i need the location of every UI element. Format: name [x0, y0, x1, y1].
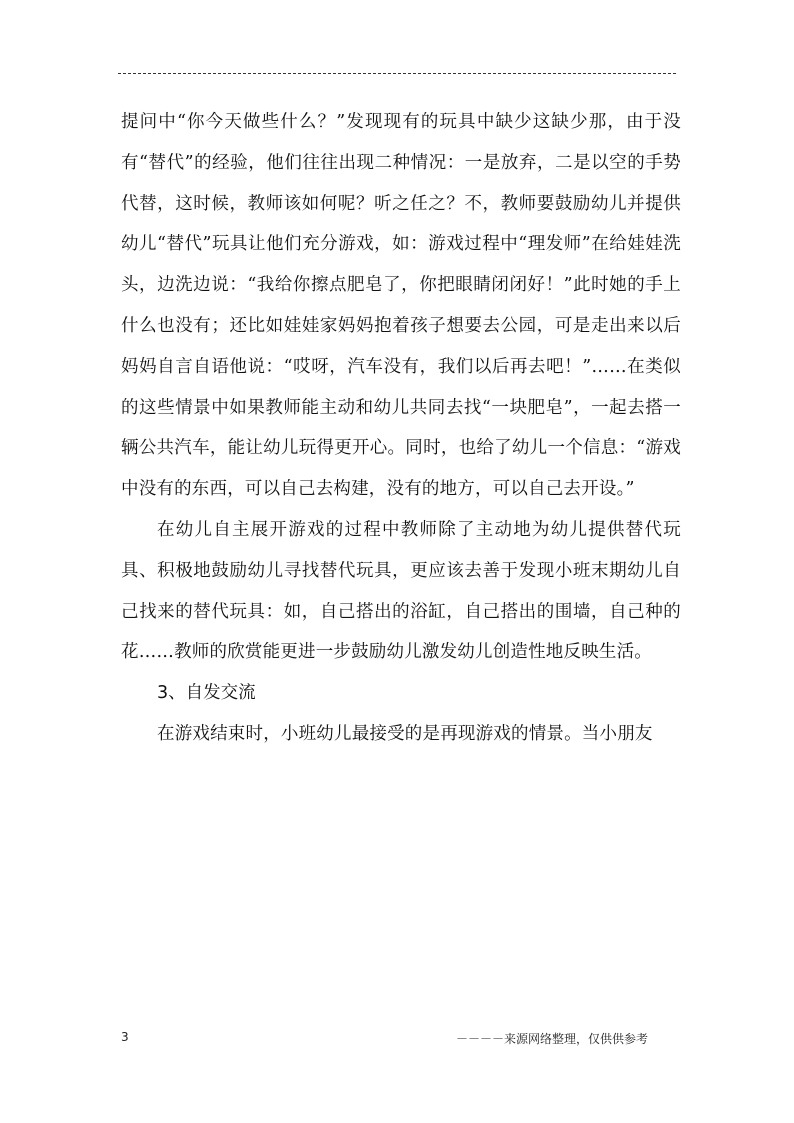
section-heading: 3、自发交流	[157, 683, 256, 704]
paragraph-3: 在游戏结束时，小班幼儿最接受的是再现游戏的情景。当小朋友	[157, 723, 653, 744]
document-body	[121, 102, 681, 755]
header-dashed-rule	[118, 73, 676, 74]
paragraph-1: 提问中“你今天做些什么？”发现现有的玩具中缺少这缺少那，由于没有“替代”的经验，他们往往出现二种情况：一是放弃，二是以空的手势代替，这时候，教师该如何呢？听之任之？不，教师要鼓励幼儿并提供幼儿“替代”玩具让他们充分游戏，如：游戏过程中“理发师”在给娃娃洗头，边洗边说：“我给你擦点肥皂了，你把眼睛闭闭好！”此时她的手上什么也没有；还比如娃娃家妈妈抱着孩子想要去公园，可是走出来以后妈妈自言自语他说：“哎呀，汽车没有，我们以后再去吧！”……在类似的这些情景中如果教师能主动和幼儿共同去找“一块肥皂”，一起去搭一辆公共汽车，能让幼儿玩得更开心。同时，也给了幼儿一个信息：“游戏中没有的东西，可以自己去构建，没有的地方，可以自己去开设。”	[121, 112, 681, 500]
paragraph-2: 在幼儿自主展开游戏的过程中教师除了主动地为幼儿提供替代玩具、积极地鼓励幼儿寻找替代玩具，更应该去善于发现小班末期幼儿自己找来的替代玩具：如，自己搭出的浴缸，自己搭出的围墙，自己种的花……教师的欣赏能更进一步鼓励幼儿激发幼儿创造性地反映生活。	[121, 519, 681, 663]
page-number: 3	[121, 1030, 129, 1044]
footer-source-note: －－－－来源网络整理，仅供供参考	[456, 1032, 649, 1046]
